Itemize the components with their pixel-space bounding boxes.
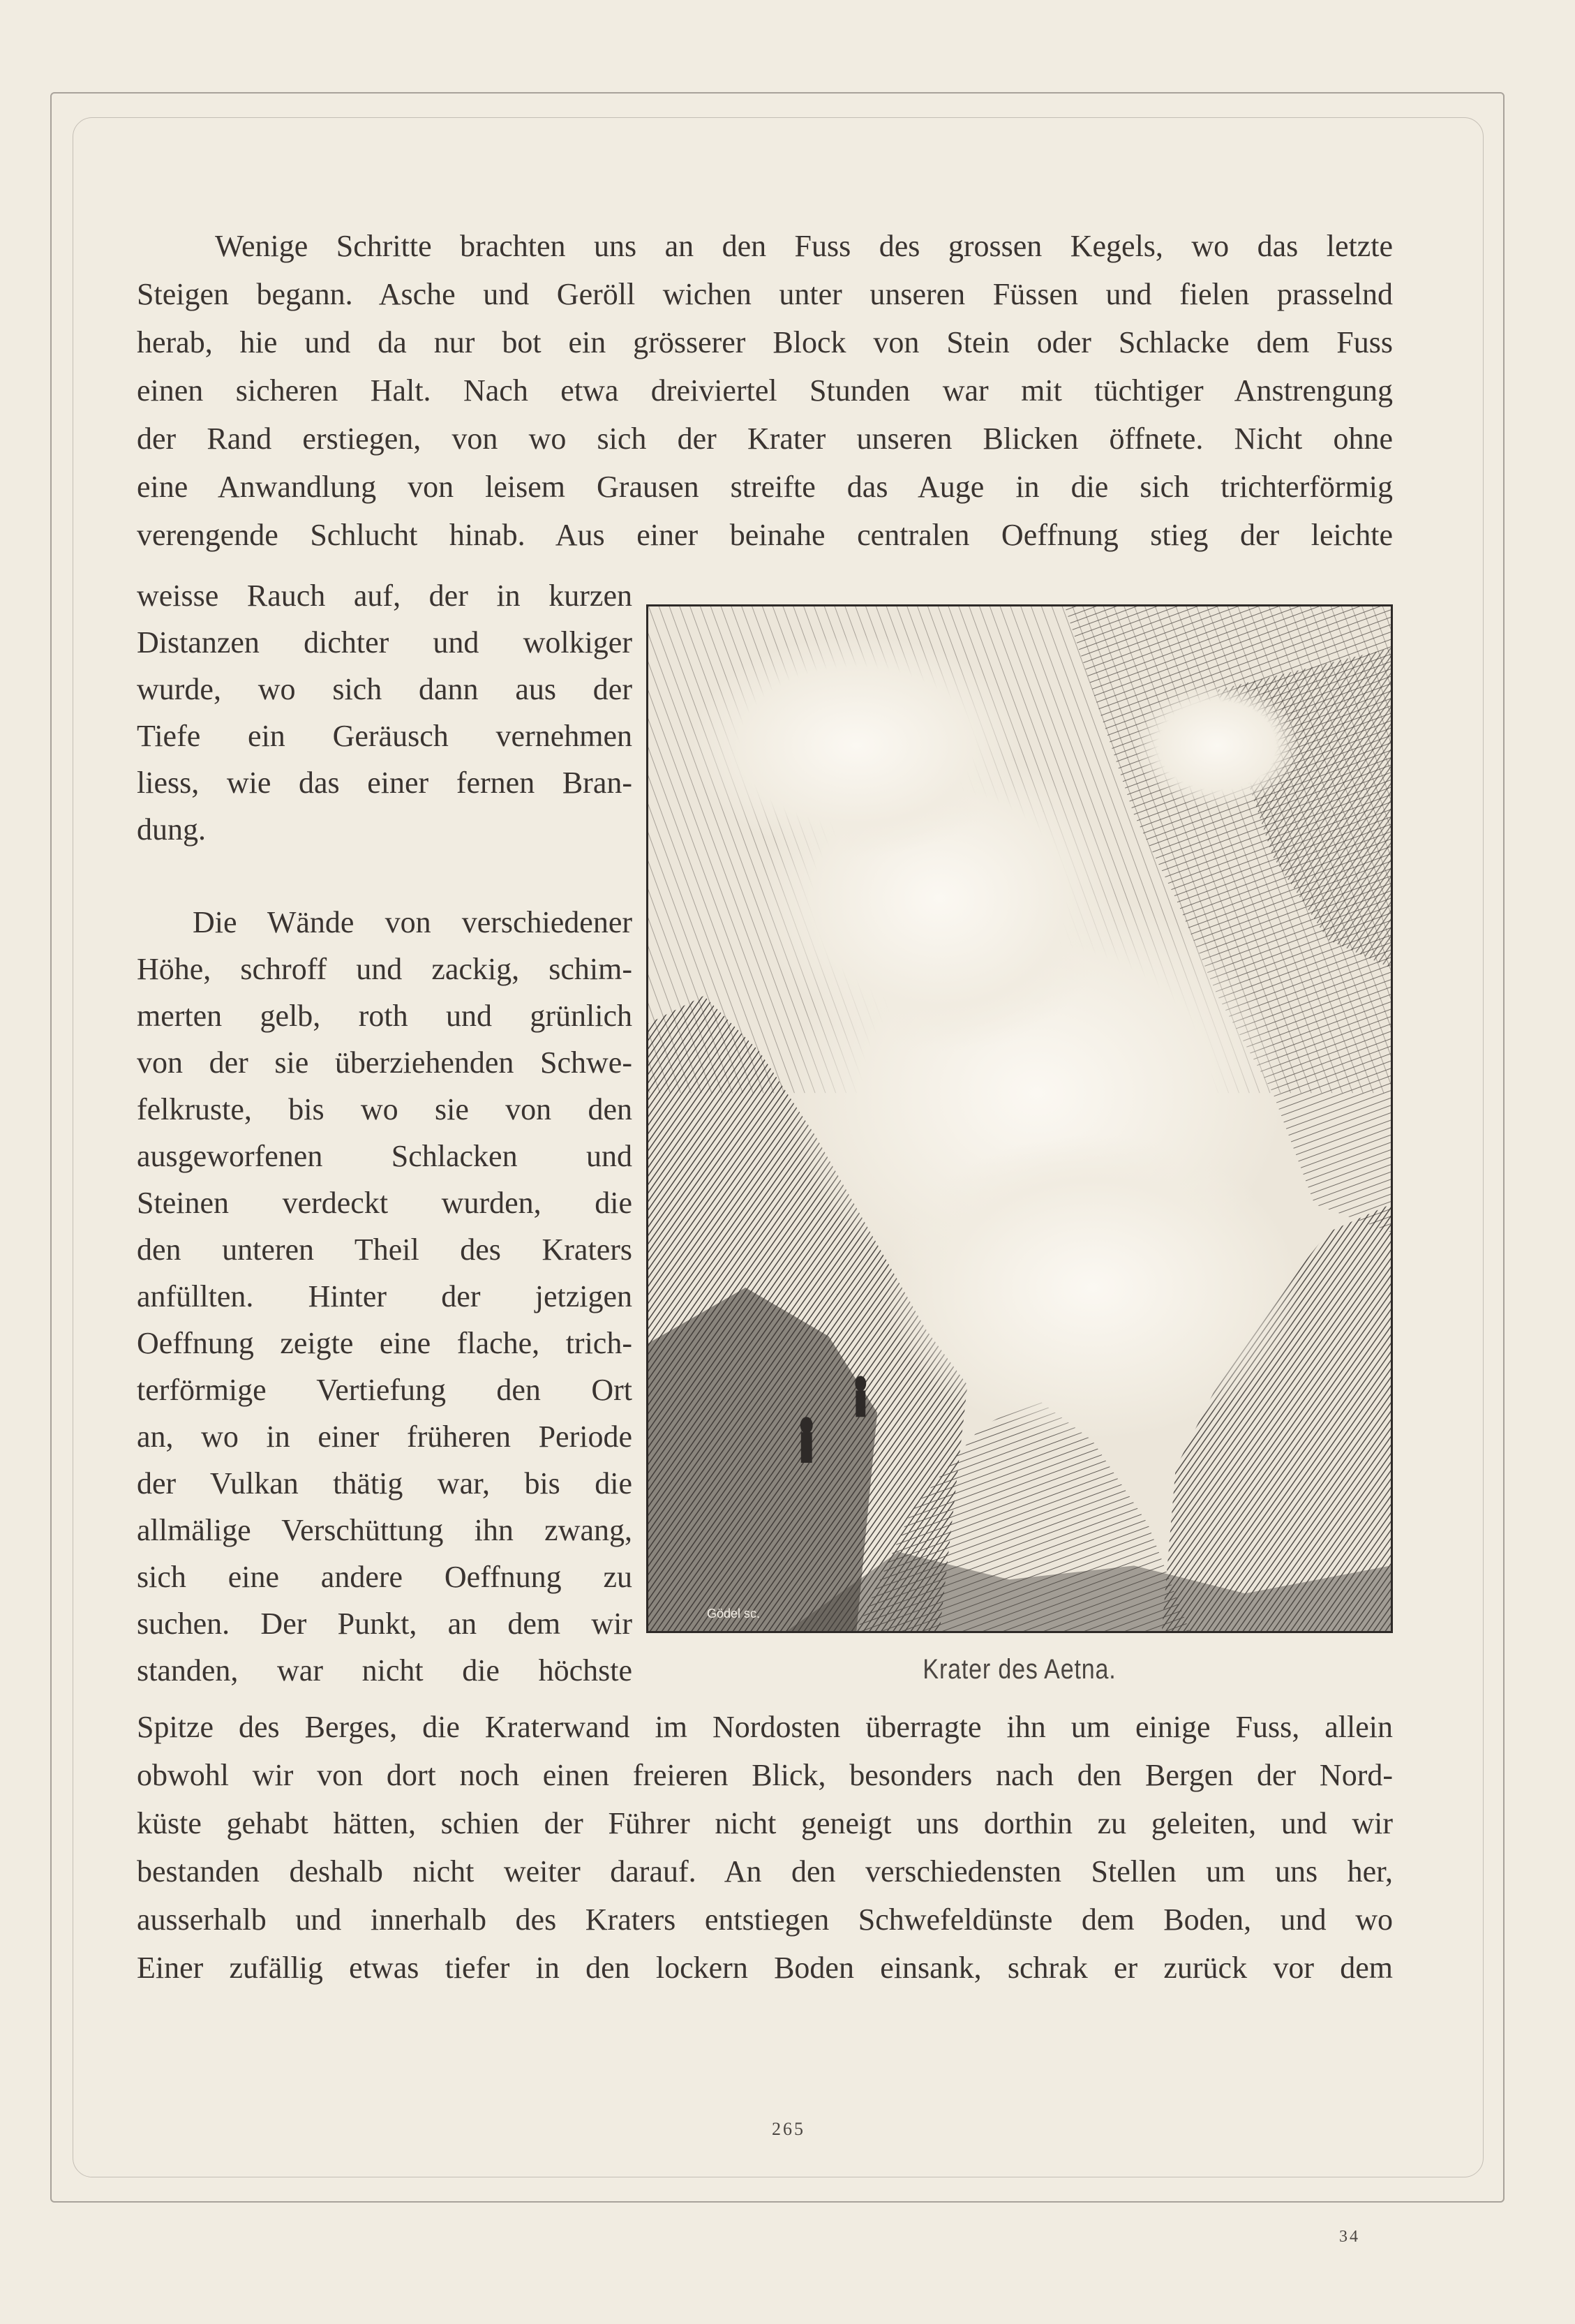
text-line: der Vulkan thätig war, bis die xyxy=(137,1466,632,1500)
text-line: Spitze des Berges, die Kraterwand im Nordosten überragte ihn um einige Fuss, allein xyxy=(137,1710,1393,1744)
text-line: terförmige Vertiefung den Ort xyxy=(137,1373,632,1407)
text-line: weisse Rauch auf, der in kurzen xyxy=(137,579,632,613)
paragraph-walls xyxy=(137,899,632,1694)
paragraph-intro-column xyxy=(137,572,632,853)
text-line: anfüllten. Hinter der jetzigen xyxy=(137,1279,632,1313)
text-line: Steigen begann. Asche und Geröll wichen unter unseren Füssen und fielen prasselnd xyxy=(137,277,1393,311)
text-line: standen, war nicht die höchste xyxy=(137,1653,632,1688)
text-line: merten gelb, roth und grünlich xyxy=(137,999,632,1033)
text-line: bestanden deshalb nicht weiter darauf. An den verschiedensten Stellen um uns her, xyxy=(137,1854,1393,1889)
text-line: obwohl wir von dort noch einen freieren Blick, besonders nach den Bergen der Nord- xyxy=(137,1758,1393,1792)
illustration-caption: Krater des Aetna. xyxy=(923,1654,1117,1685)
text-line: Wenige Schritte brachten uns an den Fuss des grossen Kegels, wo das letzte xyxy=(215,229,1393,263)
text-line: herab, hie und da nur bot ein grösserer Block von Stein oder Schlacke dem Fuss xyxy=(137,325,1393,359)
text-line: Einer zufällig etwas tiefer in den lockern Boden einsank, schrak er zurück vor dem xyxy=(137,1951,1393,1985)
text-line: an, wo in einer früheren Periode xyxy=(137,1420,632,1454)
crater-engraving xyxy=(646,604,1393,1633)
paragraph-walls-continued xyxy=(137,1703,1393,1992)
text-line: dung. xyxy=(137,812,206,847)
text-line: den unteren Theil des Kraters xyxy=(137,1232,632,1267)
text-line: einen sicheren Halt. Nach etwa dreiviertel Stunden war mit tüchtiger Anstrengung xyxy=(137,373,1393,408)
page-number: 265 xyxy=(772,2119,805,2139)
text-line: Höhe, schroff und zackig, schim- xyxy=(137,952,632,986)
text-line: Tiefe ein Geräusch vernehmen xyxy=(137,719,632,753)
text-line: ausgeworfenen Schlacken und xyxy=(137,1139,632,1173)
text-line: Steinen verdeckt wurden, die xyxy=(137,1186,632,1220)
text-line: eine Anwandlung von leisem Grausen streifte das Auge in die sich trichterförmig xyxy=(137,470,1393,504)
text-line: sich eine andere Oeffnung zu xyxy=(137,1560,632,1594)
text-line: Distanzen dichter und wolkiger xyxy=(137,625,632,660)
text-line: der Rand erstiegen, von wo sich der Krater unseren Blicken öffnete. Nicht ohne xyxy=(137,422,1393,456)
text-line: Die Wände von verschiedener xyxy=(193,905,632,939)
text-line: Oeffnung zeigte eine flache, trich- xyxy=(137,1326,632,1360)
crater-engraving-art xyxy=(648,606,1391,1631)
paragraph-intro xyxy=(137,222,1393,559)
text-line: liess, wie das einer fernen Bran- xyxy=(137,766,632,800)
text-line: ausserhalb und innerhalb des Kraters entstiegen Schwefeldünste dem Boden, und wo xyxy=(137,1902,1393,1937)
text-line: wurde, wo sich dann aus der xyxy=(137,672,632,706)
text-line: allmälige Verschüttung ihn zwang, xyxy=(137,1513,632,1547)
text-line: suchen. Der Punkt, an dem wir xyxy=(137,1607,632,1641)
text-line: felkruste, bis wo sie von den xyxy=(137,1092,632,1126)
engraver-signature: Gödel sc. xyxy=(707,1607,761,1621)
text-line: küste gehabt hätten, schien der Führer nicht geneigt uns dorthin zu geleiten, und wir xyxy=(137,1806,1393,1840)
text-line: verengende Schlucht hinab. Aus einer beinahe centralen Oeffnung stieg der leichte xyxy=(137,518,1393,552)
text-line: von der sie überziehenden Schwe- xyxy=(137,1045,632,1080)
signature-mark: 34 xyxy=(1339,2228,1360,2246)
